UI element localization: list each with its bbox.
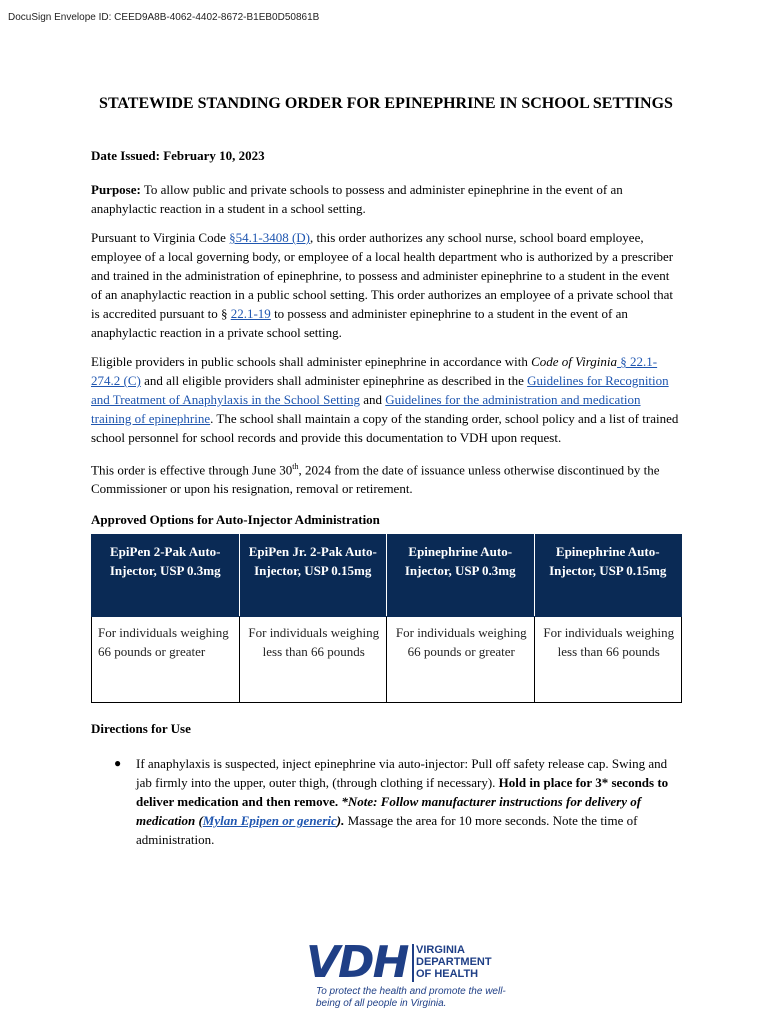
directions-text-2: Massage the area for 10 more seconds. Note the time of administration. bbox=[136, 813, 638, 848]
table-header-cell: Epinephrine Auto-Injector, USP 0.3mg bbox=[387, 535, 535, 617]
org-line-3: OF HEALTH bbox=[416, 968, 479, 980]
para3-superscript: th bbox=[292, 462, 299, 471]
purpose-paragraph bbox=[91, 180, 681, 218]
auto-injector-options-table bbox=[91, 534, 682, 703]
table-cell: For individuals weighing 66 pounds or greater bbox=[92, 617, 240, 703]
directions-text-1: If anaphylaxis is suspected, inject epinephrine via auto-injector: Pull off safety release cap. Swing and jab firmly into the upper, outer thigh, (through clothing if necessary). bbox=[136, 756, 668, 791]
document-body bbox=[91, 92, 681, 849]
vdh-footer-logo bbox=[306, 937, 506, 1014]
vdh-org-name bbox=[416, 944, 492, 980]
purpose-label: Purpose: bbox=[91, 182, 141, 197]
date-issued: Date Issued: February 10, 2023 bbox=[91, 148, 265, 163]
table-header-cell: Epinephrine Auto-Injector, USP 0.15mg bbox=[534, 535, 682, 617]
directions-title: Directions for Use bbox=[91, 721, 191, 737]
table-row bbox=[92, 617, 682, 703]
para3-text-2: , 2024 from the date of issuance unless otherwise discontinued by the Commissioner or upon his resignation, removal or retirement. bbox=[91, 462, 660, 497]
code-54-1-3408-link[interactable]: §54.1-3408 (D) bbox=[229, 230, 311, 245]
code-of-virginia-text: Code of Virginia bbox=[531, 354, 618, 369]
para1-text-1: Pursuant to Virginia Code bbox=[91, 230, 230, 245]
directions-list bbox=[91, 754, 681, 849]
org-line-2: DEPARTMENT bbox=[416, 956, 492, 968]
table-cell: For individuals weighing less than 66 pounds bbox=[534, 617, 682, 703]
mylan-epipen-link[interactable]: Mylan Epipen or generic bbox=[202, 813, 337, 829]
vdh-logo: VDH bbox=[306, 937, 408, 988]
table-header-cell: EpiPen 2-Pak Auto-Injector, USP 0.3mg bbox=[92, 535, 240, 617]
para2-text-2: and all eligible providers shall administer epinephrine as described in the bbox=[140, 373, 528, 388]
code-22-1-274-2-link[interactable]: § 22.1-274.2 (C) bbox=[91, 354, 658, 388]
table-cell: For individuals weighing 66 pounds or greater bbox=[387, 617, 535, 703]
para2-text-3: and bbox=[360, 392, 386, 407]
authority-paragraph bbox=[91, 228, 681, 342]
logo-divider bbox=[412, 944, 414, 982]
list-item bbox=[114, 754, 681, 849]
para1-text-2: , this order authorizes any school nurse, school board employee, employee of a local governing body, or employee of a local health department who is authorized by a prescriber and trained in the administration of epinephrine, to possess and administer epinephrine to a student in the event of an anaphylactic reaction in a public school setting. This order authorizes an employee of a private school that is accredited pursuant to § bbox=[91, 230, 674, 321]
para2-text-1: Eligible providers in public schools shall administer epinephrine in accordance with bbox=[91, 354, 532, 369]
purpose-text: To allow public and private schools to possess and administer epinephrine in the event of an anaphylactic reaction in a student in a school setting. bbox=[91, 182, 623, 216]
table-cell: For individuals weighing less than 66 pounds bbox=[239, 617, 387, 703]
para3-text-1: This order is effective through June 30 bbox=[91, 462, 293, 478]
options-title: Approved Options for Auto-Injector Administration bbox=[91, 512, 380, 528]
page-title: STATEWIDE STANDING ORDER FOR EPINEPHRINE IN SCHOOL SETTINGS bbox=[99, 95, 673, 112]
directions-bold-text: Hold in place for 3* seconds to deliver medication and then remove. bbox=[136, 775, 669, 810]
org-line-1: VIRGINIA bbox=[416, 944, 465, 956]
para1-text-3: to possess and administer epinephrine to a student in the event of an anaphylactic reaction in a private school setting. bbox=[91, 306, 628, 340]
para2-text-4: . The school shall maintain a copy of the standing order, school policy and a list of trained school personnel for school records and provide this documentation to VDH upon request. bbox=[91, 411, 679, 445]
effective-date-paragraph bbox=[91, 457, 681, 498]
anaphylaxis-guidelines-link[interactable]: Guidelines for Recognition and Treatment of Anaphylaxis in the School Setting bbox=[91, 373, 669, 407]
directions-note-text: *Note: Follow manufacturer instructions for delivery of medication ( bbox=[136, 794, 642, 829]
vdh-tagline: To protect the health and promote the well-being of all people in Virginia. bbox=[316, 986, 506, 1009]
medication-training-guidelines-link[interactable]: Guidelines for the administration and medication training of epinephrine bbox=[91, 392, 641, 426]
code-22-1-19-link[interactable]: 22.1-19 bbox=[230, 306, 271, 321]
directions-note-end: ). bbox=[336, 813, 345, 829]
bullet-icon: ● bbox=[114, 756, 122, 771]
envelope-id: DocuSign Envelope ID: CEED9A8B-4062-4402-8672-B1EB0D50861B bbox=[8, 12, 320, 23]
table-header-cell: EpiPen Jr. 2-Pak Auto-Injector, USP 0.15mg bbox=[239, 535, 387, 617]
eligible-providers-paragraph bbox=[91, 352, 681, 447]
table-header-row bbox=[92, 535, 682, 617]
